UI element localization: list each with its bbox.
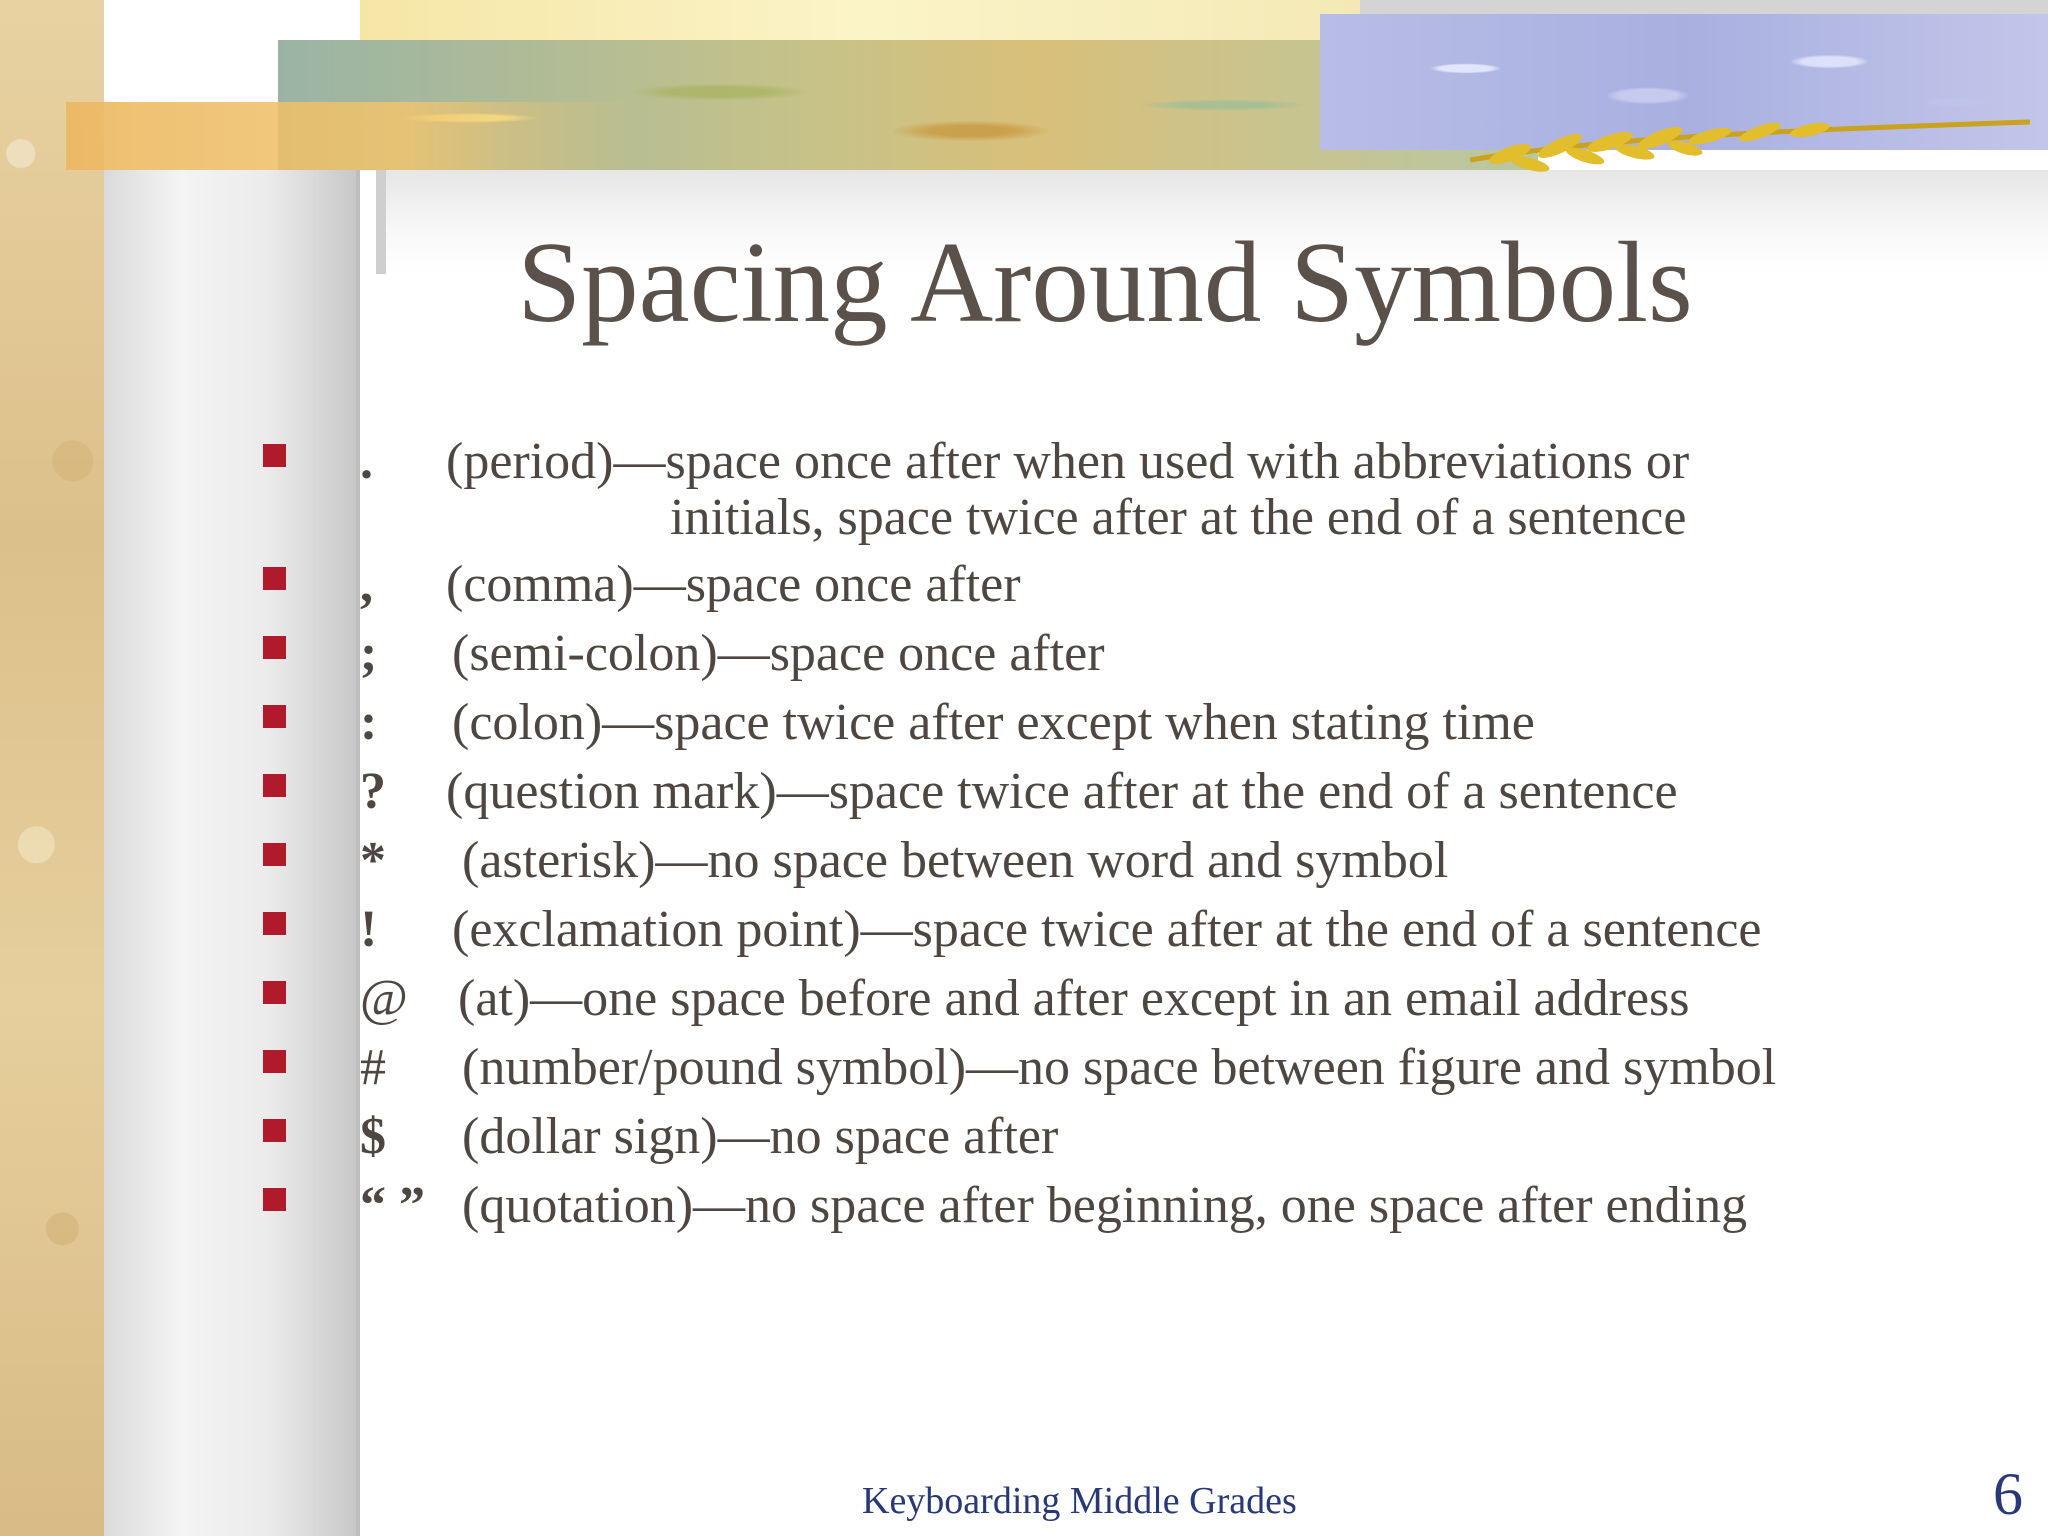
bullet-symbol: @ (360, 970, 408, 1027)
bullet-symbol: ; (360, 625, 378, 682)
bullet-symbol: , (360, 556, 373, 613)
list-item-exclamation-point (0, 900, 2048, 960)
bullet-symbol: “ ” (360, 1177, 425, 1234)
list-item-number-sign (0, 1038, 2048, 1098)
bullet-square-icon (263, 1188, 286, 1211)
list-item-semicolon (0, 624, 2048, 684)
list-item-question-mark (0, 762, 2048, 822)
bullet-square-icon (263, 1050, 286, 1073)
bullet-square-icon (263, 774, 286, 797)
bullet-text: (question mark)—space twice after at the end of a sentence (446, 763, 1678, 820)
bullet-square-icon (263, 843, 286, 866)
bullet-symbol: * (360, 832, 386, 889)
bullet-text: (dollar sign)—no space after (462, 1108, 1059, 1165)
list-item-colon (0, 693, 2048, 753)
slide-number: 6 (1993, 1461, 2023, 1527)
bullet-symbol: ? (360, 763, 386, 820)
bullet-text: (exclamation point)—space twice after at the end of a sentence (452, 901, 1762, 958)
list-item-at (0, 969, 2048, 1029)
bullet-square-icon (263, 1119, 286, 1142)
bullet-text: (at)—one space before and after except in an email address (458, 970, 1690, 1027)
bullet-text: (quotation)—no space after beginning, one space after ending (462, 1177, 1748, 1234)
bullet-square-icon (263, 444, 286, 467)
bullet-symbol: . (360, 433, 373, 490)
bullet-square-icon (263, 636, 286, 659)
bullet-symbol: # (360, 1039, 386, 1096)
bullet-square-icon (263, 912, 286, 935)
bullet-square-icon (263, 705, 286, 728)
list-item-asterisk (0, 831, 2048, 891)
gold-sprig-decoration (1470, 110, 2030, 172)
bullet-text: (comma)—space once after (446, 556, 1021, 613)
bullet-text: (asterisk)—no space between word and symbol (462, 832, 1449, 889)
list-item-period (0, 432, 2048, 546)
top-yellow-band (360, 0, 1360, 44)
bullet-text: (colon)—space twice after except when stating time (452, 694, 1535, 751)
bullet-symbol: : (360, 694, 378, 751)
list-item-comma (0, 555, 2048, 615)
bullet-text: (period)—space once after when used with abbreviations or (446, 433, 1690, 490)
bullet-symbol: ! (360, 901, 378, 958)
bullet-square-icon (263, 981, 286, 1004)
bullet-text: (semi-colon)—space once after (452, 625, 1105, 682)
bullet-symbol: $ (360, 1108, 386, 1165)
bullet-square-icon (263, 567, 286, 590)
slide-footer: Keyboarding Middle Grades (862, 1480, 1297, 1522)
orange-accent-bar (66, 102, 636, 170)
bullet-text-continuation: initials, space twice after at the end of a sentence (670, 489, 1687, 546)
slide-title: Spacing Around Symbols (517, 219, 1693, 346)
bullet-text: (number/pound symbol)—no space between figure and symbol (462, 1039, 1777, 1096)
list-item-dollar-sign (0, 1107, 2048, 1167)
list-item-quotation (0, 1176, 2048, 1236)
